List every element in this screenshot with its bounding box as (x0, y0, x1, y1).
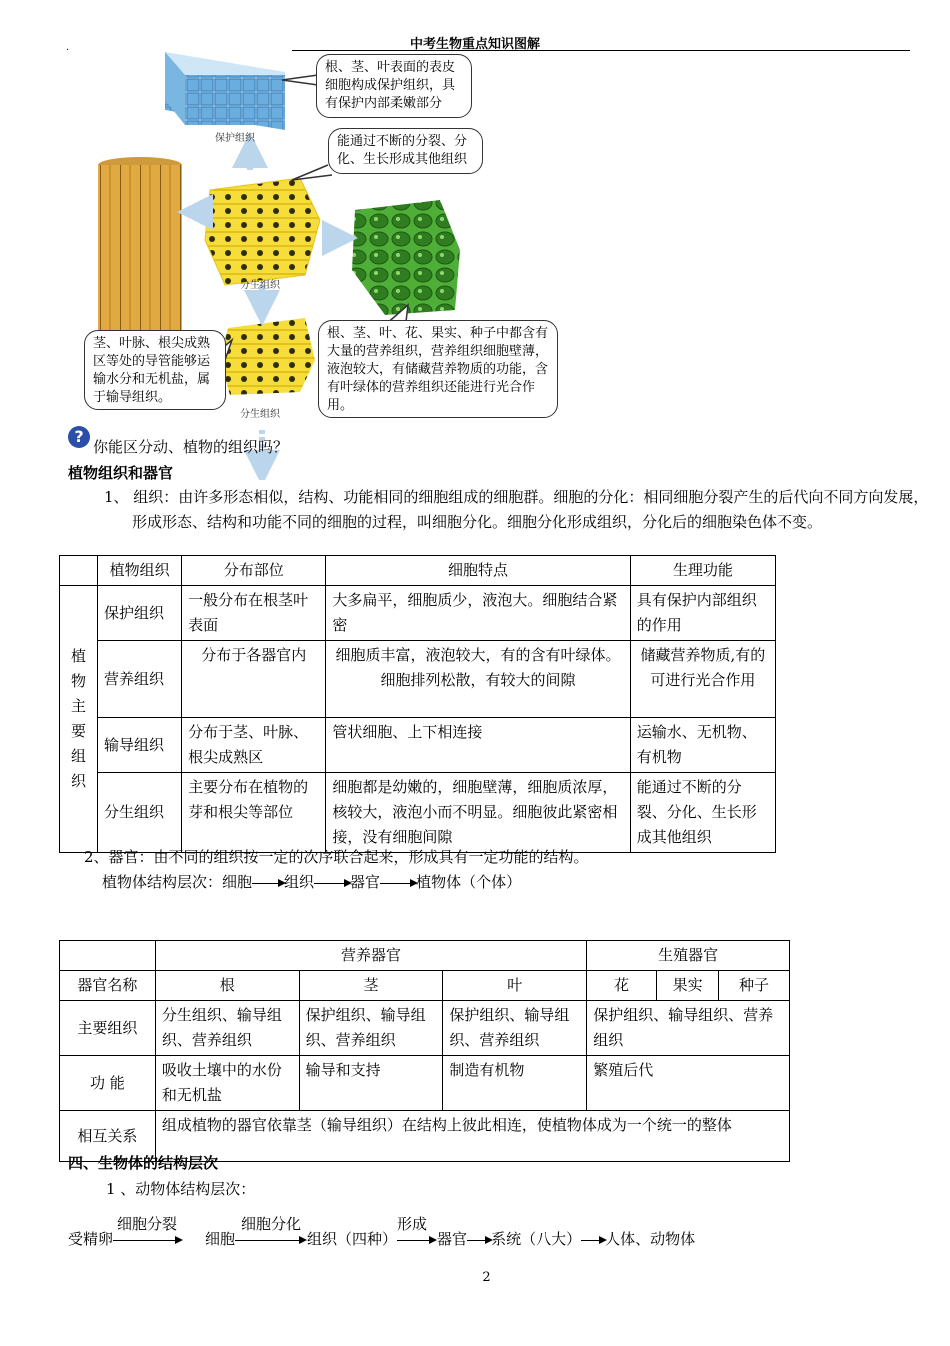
organ-func-row (60, 1056, 790, 1111)
arrow-icon (380, 883, 416, 884)
table-row (60, 773, 776, 853)
table-cell: 吸收土壤中的水份和无机盐 (155, 1056, 299, 1111)
col-header: 生理功能 (630, 556, 775, 586)
table-corner (60, 941, 156, 971)
page-number: 2 (482, 1270, 491, 1285)
flow-zygote: 受精卵 (68, 1230, 114, 1248)
table-cell: 保护组织、输导组织、营养组织 (443, 1001, 587, 1056)
table-cell: 保护组织、输导组织、营养组织 (587, 1001, 790, 1056)
protective-tissue-image (165, 52, 285, 130)
hierarchy-tissue: 组织 (284, 873, 315, 891)
page-header-title: 中考生物重点知识图解 (409, 37, 540, 52)
organ-name-row (60, 971, 790, 1001)
section-heading-4: 四、生物体的结构层次 (68, 1154, 219, 1172)
arrow-icon (581, 1240, 605, 1241)
label-meristem-1: 分生组织 (240, 280, 280, 291)
organ-name: 种子 (719, 971, 790, 1001)
flow-label-form: 形成 (397, 1215, 428, 1233)
flow-tissue: 组织（四种） (307, 1230, 398, 1248)
organ-name: 花 (587, 971, 657, 1001)
hierarchy-organ: 器官 (350, 873, 381, 891)
col-header: 植物组织 (98, 556, 182, 586)
table-cell: 运输水、无机物、有机物 (630, 718, 775, 773)
flow-arrow-division (113, 1215, 183, 1248)
row-label: 功 能 (60, 1056, 156, 1111)
label-protective-tissue: 保护组织 (215, 133, 255, 144)
tissue-table-header-row (60, 556, 776, 586)
flow-body: 人体、动物体 (605, 1230, 696, 1248)
table-cell: 分生组织、输导组织、营养组织 (155, 1001, 299, 1056)
arrow-icon (314, 883, 350, 884)
question-icon: ? (68, 426, 90, 448)
plant-hierarchy (102, 871, 521, 892)
group-vegetative: 营养器官 (155, 941, 586, 971)
flow-cell: 细胞 (205, 1230, 236, 1248)
tissue-table (59, 555, 776, 853)
table-row (60, 586, 776, 641)
row-label: 主要组织 (60, 1001, 156, 1056)
flow-organ: 器官 (437, 1230, 468, 1248)
group-reproductive: 生殖器官 (587, 941, 790, 971)
table-cell: 输导和支持 (299, 1056, 443, 1111)
tissue-definition: 1、 组织：由许多形态相似，结构、功能相同的细胞组成的细胞群。细胞的分化：相同细胞分裂产生的后代向不同方向发展，形成形态、结构和功能不同的细胞的过程，叫细胞分化。细胞分化形成组织，分化后的细胞染色体不变。 (104, 488, 929, 531)
table-cell: 细胞都是幼嫩的，细胞壁薄，细胞质浓厚，核较大，液泡小而不明显。细胞彼此紧密相接，没有细胞间隙 (326, 773, 630, 853)
flow-label-division: 细胞分裂 (117, 1215, 178, 1233)
table-row (60, 718, 776, 773)
label-meristem-2: 分生组织 (240, 409, 280, 420)
table-cell: 储藏营养物质,有的可进行光合作用 (630, 641, 775, 718)
table-row (60, 641, 776, 718)
arrow-icon (397, 1240, 435, 1241)
nutrient-tissue-image (352, 200, 460, 315)
callout-nutrient: 根、茎、叶、花、果实、种子中都含有大量的营养组织，营养组织细胞壁薄，液泡较大，有储藏营养物质的功能，含有叶绿体的营养组织还能进行光合作用。 (318, 320, 558, 418)
table-cell: 繁殖后代 (587, 1056, 790, 1111)
callout-meristem: 能通过不断的分裂、分化、生长形成其他组织 (328, 128, 483, 174)
table-cell: 主要分布在植物的芽和根尖等部位 (182, 773, 326, 853)
organ-definition: 2、器官：由不同的组织按一定的次序联合起来，形成具有一定功能的结构。 (84, 848, 589, 866)
table-cell: 具有保护内部组织的作用 (630, 586, 775, 641)
col-header: 细胞特点 (326, 556, 630, 586)
callout-conducting: 茎、叶脉、根尖成熟区等处的导管能够运输水分和无机盐，属于输导组织。 (84, 330, 226, 410)
tissue-name: 分生组织 (98, 773, 182, 853)
question-text: 你能区分动、植物的组织吗？ (93, 438, 289, 456)
arrow-icon (113, 1240, 181, 1241)
side-label: 植物主要组织 (60, 586, 98, 853)
arrow-icon (235, 1240, 305, 1241)
organ-name: 茎 (299, 971, 443, 1001)
animal-hierarchy-flow (68, 1215, 696, 1249)
hierarchy-plant: 植物体（个体） (416, 873, 522, 891)
organ-table (59, 940, 790, 1162)
table-cell: 大多扁平，细胞质少，液泡大。细胞结合紧密 (326, 586, 630, 641)
table-cell: 一般分布在根茎叶表面 (182, 586, 326, 641)
table-cell: 能通过不断的分裂、分化、生长形成其他组织 (630, 773, 775, 853)
meristem-tissue-image (205, 178, 320, 285)
table-cell: 制造有机物 (443, 1056, 587, 1111)
arrow-icon (467, 1240, 491, 1241)
animal-hierarchy-title: 1 、动物体结构层次： (106, 1180, 256, 1198)
tissue-name: 营养组织 (98, 641, 182, 718)
row-label: 器官名称 (60, 971, 156, 1001)
flow-system: 系统（八大） (491, 1230, 582, 1248)
organ-main-row (60, 1001, 790, 1056)
flow-label-differentiation: 细胞分化 (241, 1215, 302, 1233)
arrow-icon (252, 883, 284, 884)
organ-name: 叶 (443, 971, 587, 1001)
hierarchy-prefix: 植物体结构层次： (102, 873, 223, 891)
callout-protective: 根、茎、叶表面的表皮细胞构成保护组织，具有保护内部柔嫩部分 (316, 54, 472, 118)
table-corner (60, 556, 98, 586)
organ-group-row (60, 941, 790, 971)
organ-name: 根 (155, 971, 299, 1001)
table-cell: 细胞质丰富，液泡较大，有的含有叶绿体。细胞排列松散，有较大的间隙 (326, 641, 630, 718)
row-label: 相互关系 (60, 1111, 156, 1162)
bubble-tail-meristem (292, 165, 332, 180)
table-cell: 分布于各器官内 (182, 641, 326, 718)
hierarchy-cell: 细胞 (222, 873, 253, 891)
flow-arrow-form (397, 1215, 437, 1248)
table-cell: 保护组织、输导组织、营养组织 (299, 1001, 443, 1056)
bubble-tail-protect (282, 75, 318, 85)
tissue-name: 输导组织 (98, 718, 182, 773)
tissue-name: 保护组织 (98, 586, 182, 641)
flow-arrow-differentiation (235, 1215, 307, 1248)
table-cell: 组成植物的器官依靠茎（输导组织）在结构上彼此相连，使植物体成为一个统一的整体 (155, 1111, 789, 1162)
table-cell: 管状细胞、上下相连接 (326, 718, 630, 773)
meristem-tissue-image-2 (220, 318, 315, 395)
table-cell: 分布于茎、叶脉、根尖成熟区 (182, 718, 326, 773)
organ-name: 果实 (657, 971, 719, 1001)
col-header: 分布部位 (182, 556, 326, 586)
header-dot: . (66, 42, 70, 53)
section-heading-plant: 植物组织和器官 (68, 464, 174, 482)
